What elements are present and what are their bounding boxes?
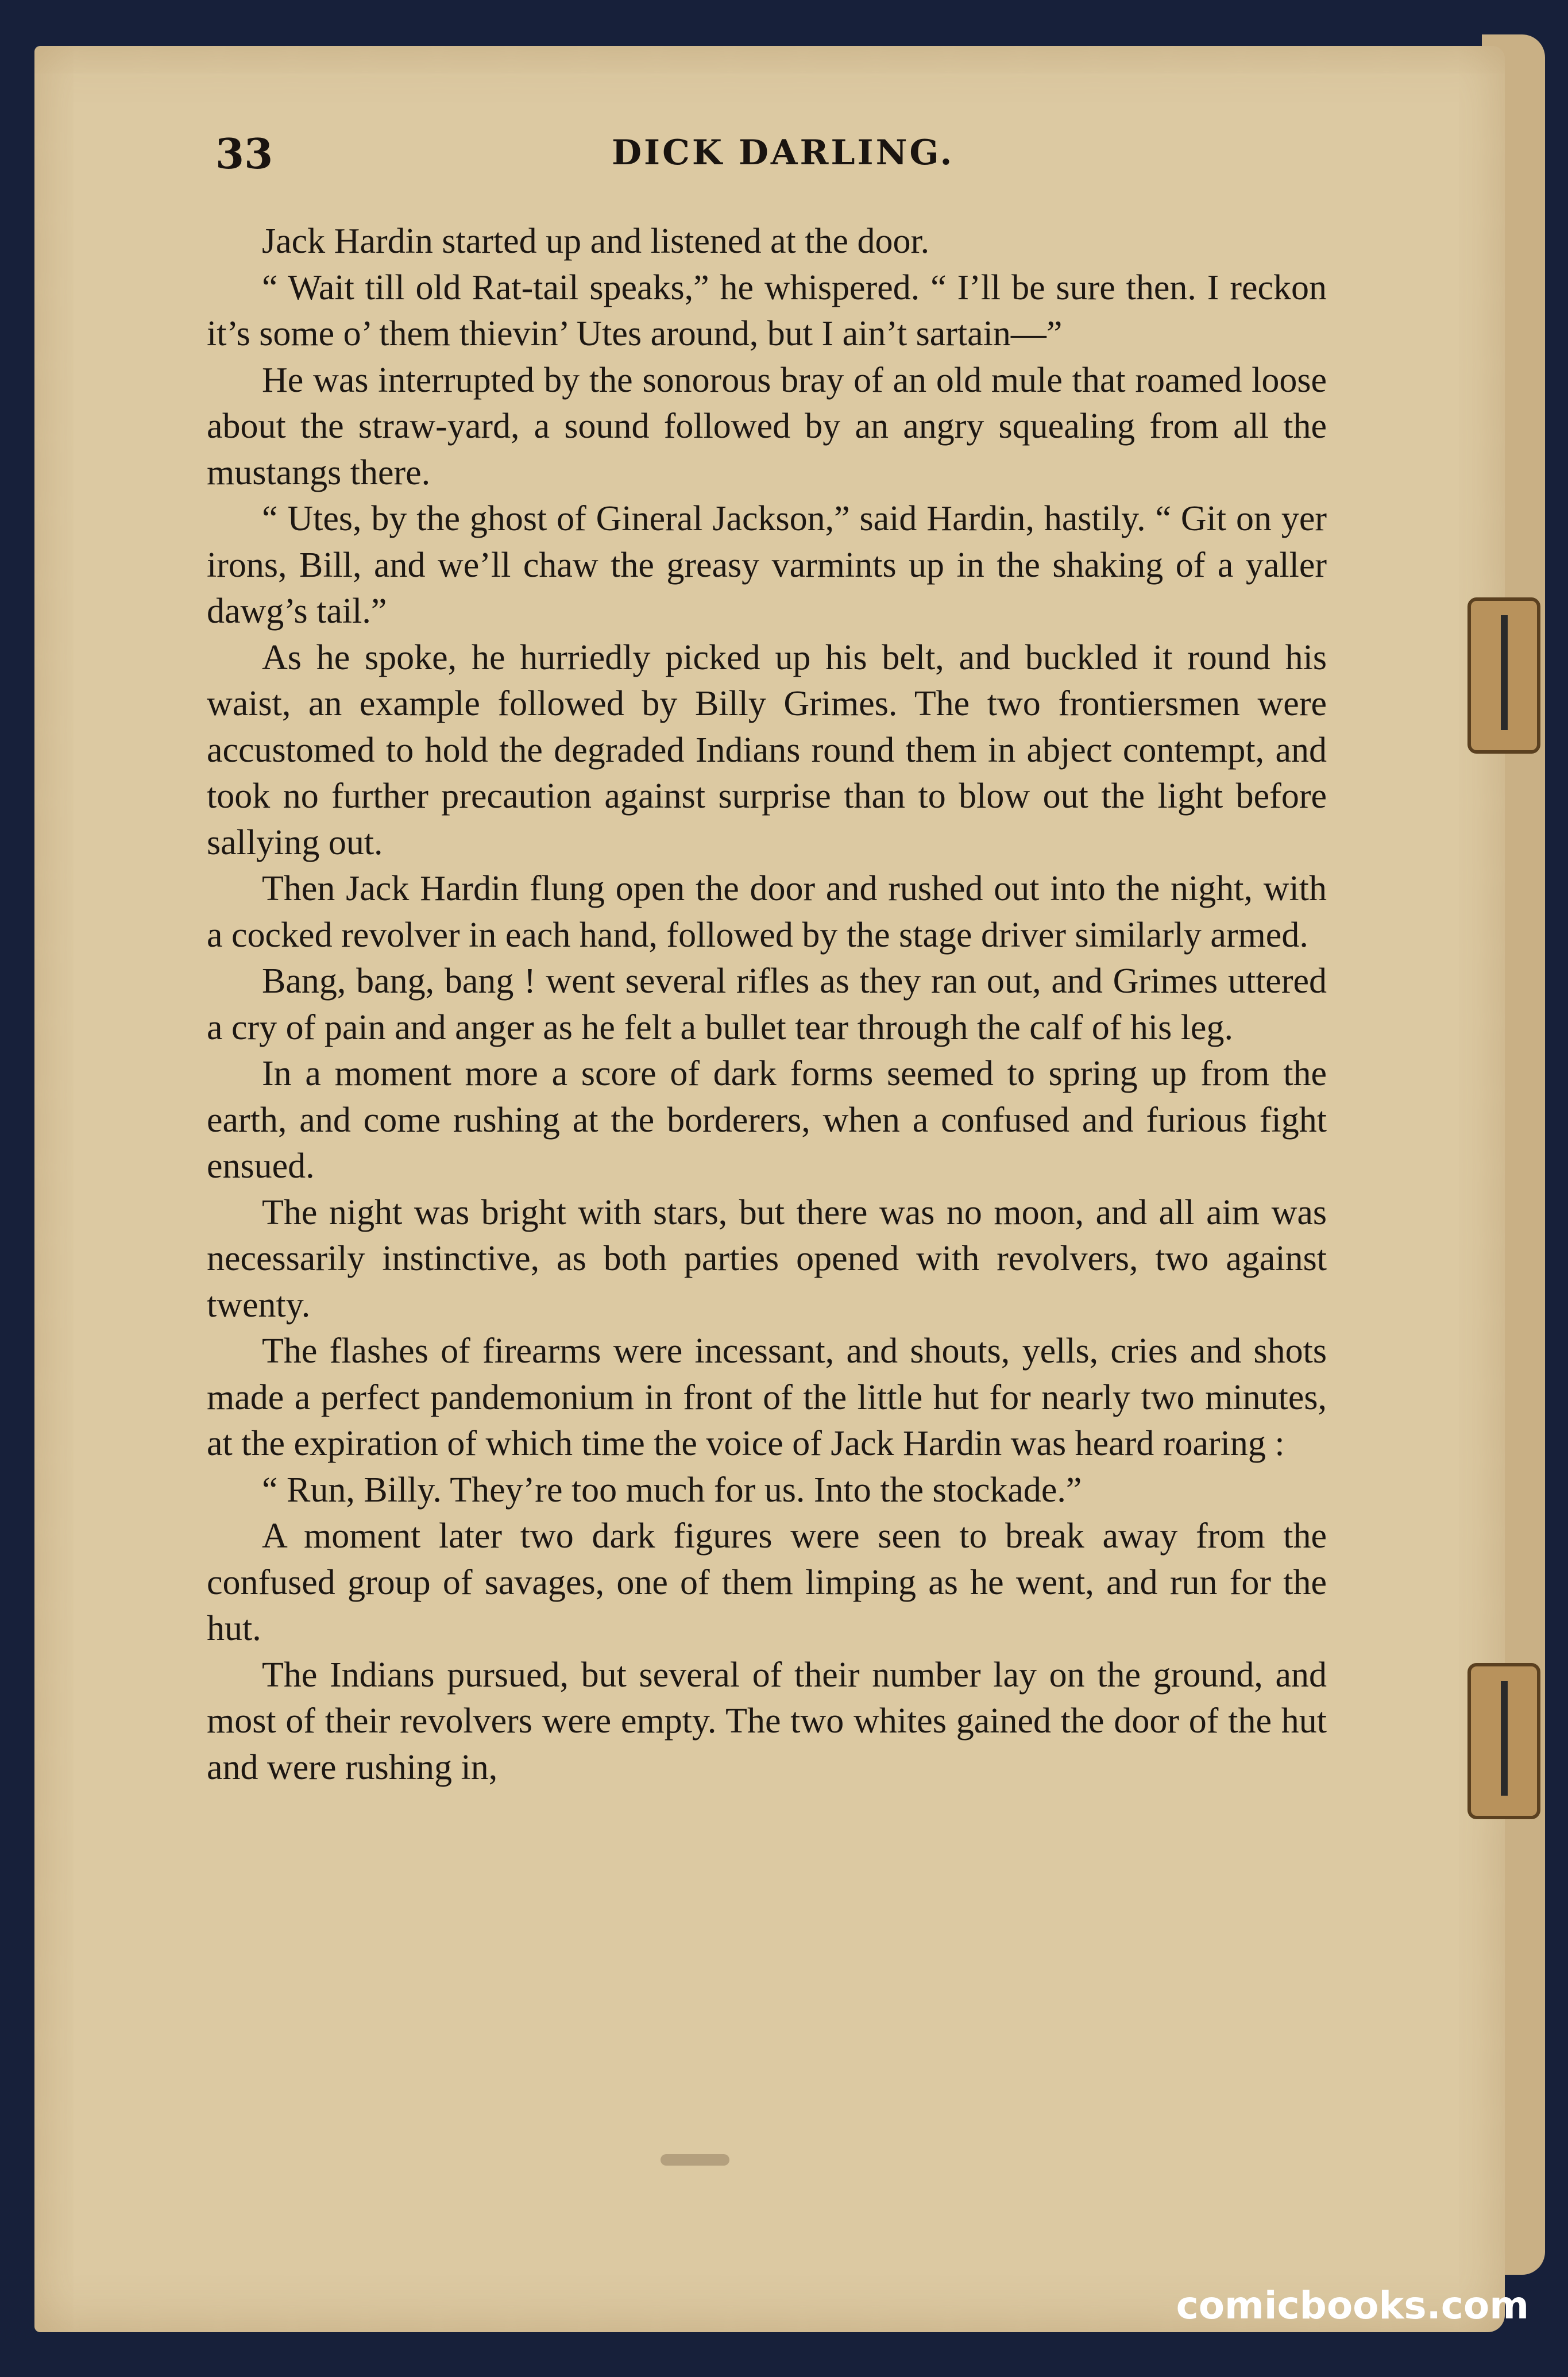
running-title: DICK DARLING.: [612, 133, 955, 173]
body-text: [207, 218, 1327, 1791]
paragraph: Then Jack Hardin flung open the door and rushed out into the night, with a cocked revolver in each hand, followed by the stage driver similarly armed.: [207, 869, 1327, 955]
paragraph: As he spoke, he hurriedly picked up his belt, and buckled it round his waist, an example followed by Billy Grimes. The two frontiersmen were accustomed to hold the degraded Indians round them in abject contempt, and took no further precaution against surprise than to blow out the light before sallying out.: [207, 638, 1327, 862]
binding-clip-top: [1467, 597, 1540, 754]
paragraph: The flashes of firearms were incessant, and shouts, yells, cries and shots made a perfect pandemonium in front of the little hut for nearly two minutes, at the expiration of which time the voice of Jack Hardin was heard roaring :: [207, 1332, 1327, 1463]
paragraph: The night was bright with stars, but there was no moon, and all aim was necessarily instinctive, as both parties opened with revolvers, two against twenty.: [207, 1193, 1327, 1325]
paragraph: Jack Hardin started up and listened at the door.: [262, 222, 930, 261]
paragraph: In a moment more a score of dark forms seemed to spring up from the earth, and come rushing at the borderers, when a confused and furious fight ensued.: [207, 1054, 1327, 1186]
ink-smudge: [661, 2154, 729, 2166]
page-header: [215, 129, 1358, 181]
paragraph: Bang, bang, bang ! went several rifles as they ran out, and Grimes uttered a cry of pain and anger as he felt a bullet tear through the calf of his leg.: [207, 962, 1327, 1047]
watermark: comicbooks.com: [1176, 2283, 1529, 2328]
paragraph: “ Run, Billy. They’re too much for us. Into the stockade.”: [262, 1470, 1082, 1510]
paragraph: He was interrupted by the sonorous bray of an old mule that roamed loose about the straw-yard, a sound followed by an angry squealing from all the mustangs there.: [207, 360, 1327, 492]
page-number: 33: [215, 129, 273, 178]
paragraph: A moment later two dark figures were seen to break away from the confused group of savages, one of them limping as he went, and run for the hut.: [207, 1517, 1327, 1648]
paragraph: “ Utes, by the ghost of Gineral Jackson,” said Hardin, hastily. “ Git on yer irons, Bill, and we’ll chaw the greasy varmints up in the shaking of a yaller dawg’s tail.”: [207, 499, 1327, 631]
paragraph: “ Wait till old Rat-tail speaks,” he whispered. “ I’ll be sure then. I reckon it’s some o’ them thievin’ Utes around, but I ain’t sartain—”: [207, 268, 1327, 353]
paragraph: The Indians pursued, but several of their number lay on the ground, and most of their revolvers were empty. The two whites gained the door of the hut and were rushing in,: [207, 1655, 1327, 1787]
binding-clip-bottom: [1467, 1663, 1540, 1819]
